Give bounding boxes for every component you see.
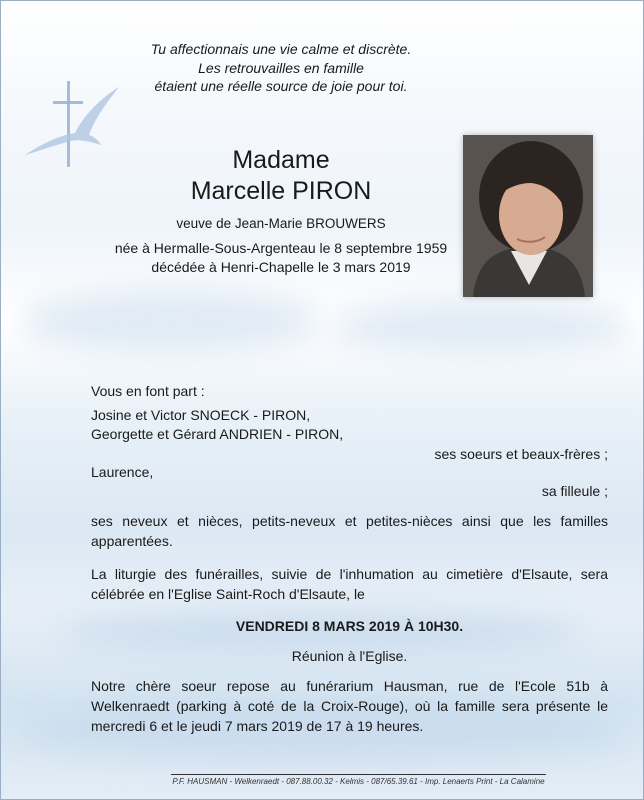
- poem-line: étaient une réelle source de joie pour toi.: [154, 78, 408, 94]
- dove-icon: [23, 81, 123, 161]
- deceased-name-block: [131, 145, 431, 207]
- relation-line: sa filleule ;: [541, 483, 608, 499]
- portrait-image: [463, 135, 593, 297]
- poem: [121, 40, 441, 96]
- intro-text: Vous en font part :: [91, 383, 205, 399]
- cloud-decoration: [21, 291, 321, 351]
- widow-of: veuve de Jean-Marie BROUWERS: [176, 216, 386, 231]
- cloud-decoration: [331, 301, 631, 351]
- relatives-paragraph: ses neveux et nièces, petits-neveux et petites-nièces ainsi que les familles apparentées.: [91, 513, 608, 549]
- poem-line: Les retrouvailles en famille: [198, 59, 364, 76]
- footer-text: P.F. HAUSMAN - Welkenraedt - 087.88.00.32 - Kelmis - 087/65.39.61 - Imp. Lenaerts Print - La Calamine: [172, 777, 545, 786]
- family-line: Georgette et Gérard ANDRIEN - PIRON,: [91, 426, 344, 442]
- relation-line: ses soeurs et beaux-frères ;: [434, 446, 608, 462]
- birth-info: née à Hermalle-Sous-Argenteau le 8 septembre 1959: [114, 240, 448, 256]
- liturgy-paragraph: La liturgie des funérailles, suivie de l'inhumation au cimetière d'Elsaute, sera célébrée en l'Eglise Saint-Roch d'Elsaute, le: [91, 566, 608, 602]
- meeting-text: Réunion à l'Eglise.: [291, 648, 408, 664]
- rest-paragraph: Notre chère soeur repose au funérarium Hausman, rue de l'Ecole 51b à Welkenraedt (parking à coté de la Croix-Rouge), où la famille sera présente le mercredi 6 et le jeudi 7 mars 2019 de 17 à 19 heures.: [91, 678, 608, 734]
- family-line: Josine et Victor SNOECK - PIRON,: [91, 407, 311, 423]
- poem-line: Tu affectionnais une vie calme et discrète.: [150, 41, 412, 57]
- funeral-date: VENDREDI 8 MARS 2019 À 10H30.: [235, 618, 464, 634]
- footer-divider: [171, 774, 546, 775]
- salutation: Madame: [232, 146, 330, 174]
- death-info: décédée à Henri-Chapelle le 3 mars 2019: [151, 259, 411, 275]
- deceased-name: Marcelle PIRON: [190, 177, 372, 205]
- portrait-photo: [463, 135, 593, 297]
- life-dates: [101, 239, 461, 277]
- family-line: Laurence,: [91, 464, 154, 480]
